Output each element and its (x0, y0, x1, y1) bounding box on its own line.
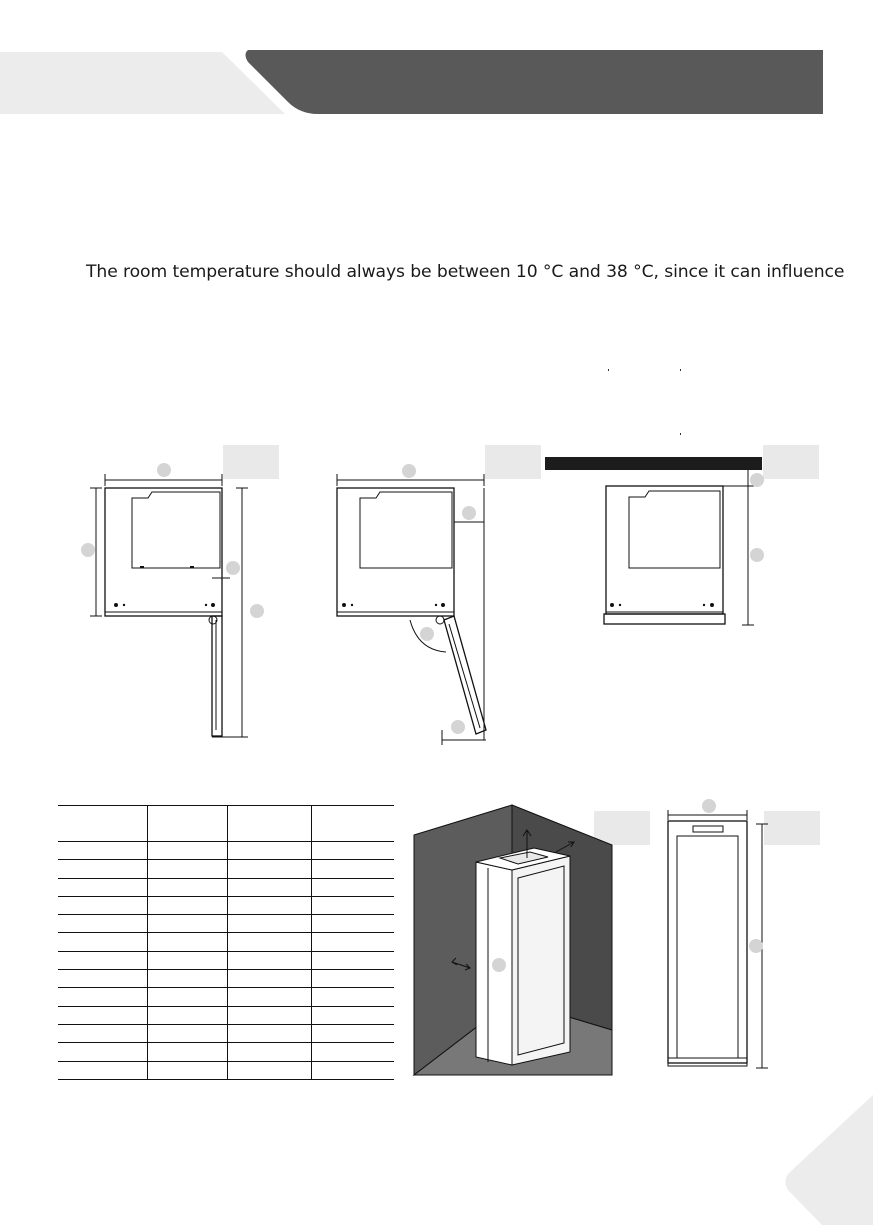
intro-paragraph: The room temperature should always be between 10 °C and 38 °C, since it can influence (86, 262, 845, 282)
